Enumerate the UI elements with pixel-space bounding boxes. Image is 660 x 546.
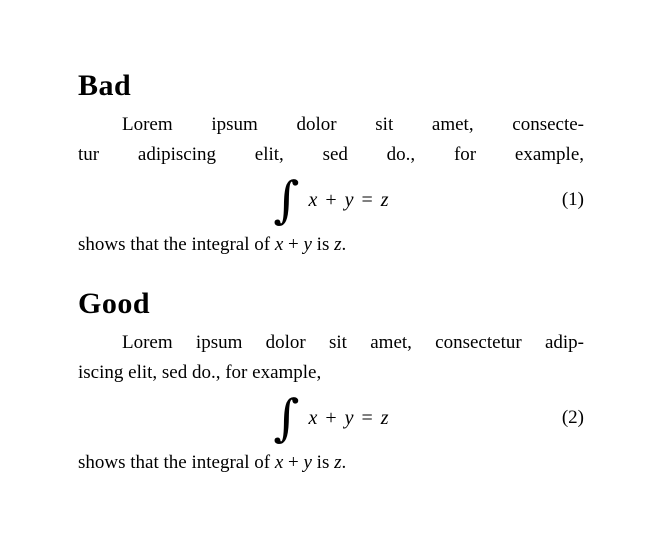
math-var-z: z [334,452,342,473]
paragraph-line: tur adipiscing elit, sed do., for example, [78,144,584,165]
math-op-equals: = [361,406,373,429]
paragraph-line: Lorem ipsum dolor sit amet, consecte- [122,114,584,135]
document-page [78,0,584,478]
caption-sentence [78,230,584,260]
math-var-y: y [303,234,312,255]
sentence-period: . [341,452,347,473]
caption-sentence [78,448,584,478]
equation-body [273,171,389,229]
math-op-plus: + [325,406,337,429]
paragraph-good [78,328,584,388]
math-var-x: x [308,188,318,211]
section-heading-bad: Bad [78,69,132,102]
math-var-z: z [380,406,389,429]
display-equation-2 [78,390,584,446]
math-op-equals: = [361,188,373,211]
math-op-plus: + [325,188,337,211]
integral-symbol: ∫ [273,389,300,447]
math-var-z: z [334,234,342,255]
math-var-x: x [274,452,284,473]
section-heading-good: Good [78,287,151,320]
equation-body [273,389,389,447]
math-var-y: y [303,452,312,473]
paragraph-bad [78,110,584,170]
display-equation-1 [78,172,584,228]
math-var-y: y [344,188,354,211]
integral-symbol: ∫ [273,171,300,229]
equation-number: (1) [561,189,584,210]
sentence-text: shows that the integral of [78,234,271,255]
math-var-x: x [308,406,318,429]
equation-number: (2) [561,407,584,428]
sentence-text: is [316,234,330,255]
math-var-y: y [344,406,354,429]
paragraph-line: iscing elit, sed do., for example, [78,362,322,383]
math-op-plus: + [288,452,299,473]
sentence-text: shows that the integral of [78,452,271,473]
sentence-text: is [316,452,330,473]
paragraph-line: Lorem ipsum dolor sit amet, consectetur adip- [122,332,584,353]
sentence-period: . [341,234,347,255]
math-var-x: x [274,234,284,255]
math-op-plus: + [288,234,299,255]
math-var-z: z [380,188,389,211]
